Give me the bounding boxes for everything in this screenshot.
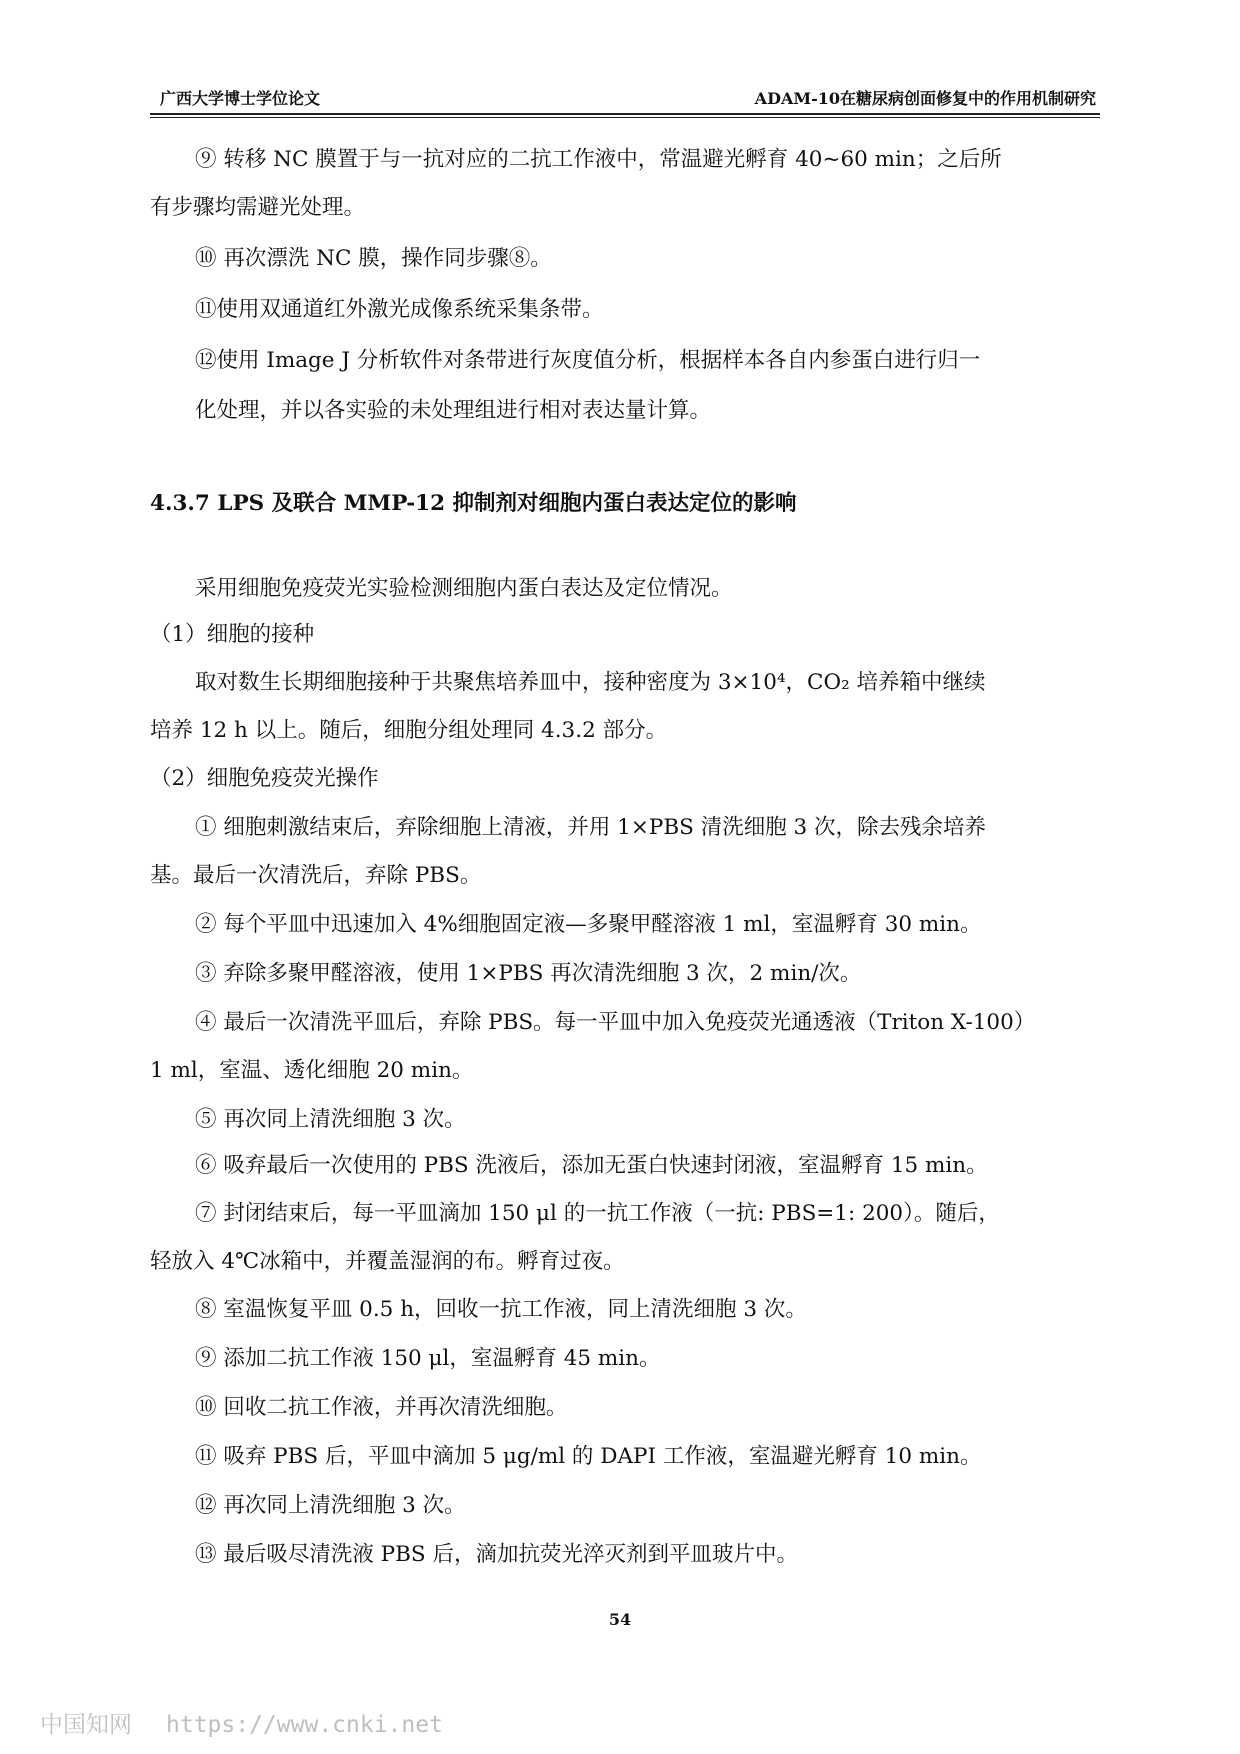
paragraph-line: 1 ml，室温、透化细胞 20 min。	[150, 1058, 474, 1083]
page-header-right: ADAM-10在糖尿病创面修复中的作用机制研究	[754, 89, 1096, 108]
watermark-url: https://www.cnki.net	[166, 1712, 443, 1738]
paragraph-line: 有步骤均需避光处理。	[150, 195, 366, 220]
paragraph-line: ⑦ 封闭结束后，每一平皿滴加 150 μl 的一抗工作液（一抗: PBS=1: 200）。随后，	[195, 1201, 1000, 1226]
header-rule-thin	[150, 117, 1100, 118]
paragraph-line: ② 每个平皿中迅速加入 4%细胞固定液—多聚甲醛溶液 1 ml，室温孵育 30 min。	[195, 912, 982, 937]
paragraph-line: ③ 弃除多聚甲醛溶液，使用 1×PBS 再次清洗细胞 3 次，2 min/次。	[195, 961, 862, 986]
paragraph-line: 基。最后一次清洗后，弃除 PBS。	[150, 863, 482, 888]
paragraph-line: ⑪ 吸弃 PBS 后，平皿中滴加 5 μg/ml 的 DAPI 工作液，室温避光孵育 10 min。	[195, 1444, 982, 1469]
paragraph-line: ⑨ 转移 NC 膜置于与一抗对应的二抗工作液中，常温避光孵育 40~60 min；之后所	[195, 147, 1002, 172]
paragraph-line: 轻放入 4℃冰箱中，并覆盖湿润的布。孵育过夜。	[150, 1249, 625, 1274]
subheading: （2）细胞免疫荧光操作	[150, 766, 379, 791]
paragraph-line: 取对数生长期细胞接种于共聚焦培养皿中，接种密度为 3×10⁴，CO₂ 培养箱中继续	[195, 670, 986, 695]
paragraph-line: 采用细胞免疫荧光实验检测细胞内蛋白表达及定位情况。	[195, 576, 733, 601]
header-rule	[150, 113, 1100, 115]
paragraph-line: ⑧ 室温恢复平皿 0.5 h，回收一抗工作液，同上清洗细胞 3 次。	[195, 1297, 807, 1322]
paragraph-line: ⑬ 最后吸尽清洗液 PBS 后，滴加抗荧光淬灭剂到平皿玻片中。	[195, 1542, 798, 1567]
paragraph-line: ⑩ 再次漂洗 NC 膜，操作同步骤⑧。	[195, 246, 552, 271]
subheading: （1）细胞的接种	[150, 622, 315, 647]
paragraph-line: ⑨ 添加二抗工作液 150 μl，室温孵育 45 min。	[195, 1346, 661, 1371]
paragraph-line: ⑩ 回收二抗工作液，并再次清洗细胞。	[195, 1395, 568, 1420]
page-header-left: 广西大学博士学位论文	[160, 89, 321, 108]
watermark-site: 中国知网	[40, 1712, 132, 1738]
paragraph-line: ⑫使用 Image J 分析软件对条带进行灰度值分析，根据样本各自内参蛋白进行归一	[195, 348, 981, 373]
page-number: 54	[608, 1610, 632, 1629]
section-heading: 4.3.7 LPS 及联合 MMP-12 抑制剂对细胞内蛋白表达定位的影响	[150, 491, 797, 516]
paragraph-line: 化处理，并以各实验的未处理组进行相对表达量计算。	[195, 398, 712, 423]
paragraph-line: ⑥ 吸弃最后一次使用的 PBS 洗液后，添加无蛋白快速封闭液，室温孵育 15 min。	[195, 1153, 988, 1178]
paragraph-line: ⑤ 再次同上清洗细胞 3 次。	[195, 1107, 466, 1132]
watermark	[40, 1706, 477, 1739]
paragraph-line: ① 细胞刺激结束后，弃除细胞上清液，并用 1×PBS 清洗细胞 3 次，除去残余培养	[195, 815, 987, 840]
paragraph-line: 培养 12 h 以上。随后，细胞分组处理同 4.3.2 部分。	[150, 718, 668, 743]
paragraph-line: ⑪使用双通道红外激光成像系统采集条带。	[195, 297, 604, 322]
paragraph-line: ④ 最后一次清洗平皿后，弃除 PBS。每一平皿中加入免疫荧光通透液（Triton X-100）	[195, 1010, 1036, 1035]
paragraph-line: ⑫ 再次同上清洗细胞 3 次。	[195, 1493, 466, 1518]
